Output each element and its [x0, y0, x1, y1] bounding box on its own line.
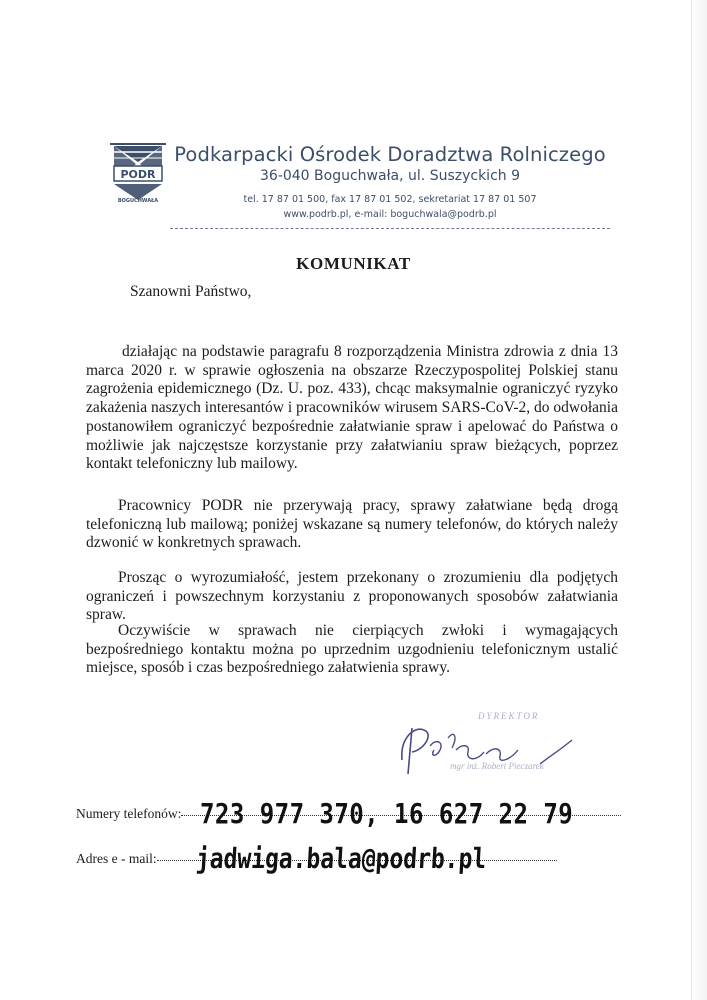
- organization-web-email: www.podrb.pl, e-mail: boguchwala@podrb.pl: [283, 209, 497, 220]
- paragraph-1: działając na podstawie paragrafu 8 rozporządzenia Ministra zdrowia z dnia 13 marca 2020 r. w sprawie ogłoszenia na obszarze Rzeczypospolitej Polskiej stanu zagrożenia epidemicznego (Dz. U. poz. 433), chcąc maksymalnie ograniczyć ryzyko zakażenia naszych interesantów i pracowników wirusem SARS-CoV-2, do odwołania postanowiłem ograniczyć bezpośrednie załatwianie spraw i apelować do Państwa o możliwie jak najczęstsze korzystanie przy załatwianiu spraw bieżących, poprzez kontakt telefoniczny lub mailowy.: [86, 343, 618, 473]
- organization-address: 36-040 Boguchwała, ul. Suszyckich 9: [260, 168, 520, 184]
- director-stamp: [390, 708, 600, 788]
- organization-name: Podkarpacki Ośrodek Doradztwa Rolniczego: [174, 143, 606, 166]
- letterhead: [0, 0, 707, 240]
- paragraph-4: Oczywiście w sprawach nie cierpiących zwłoki i wymagających bezpośredniego kontaktu można po uprzednim uzgodnieniu telefonicznym ustalić miejsce, sposób i czas bezpośredniego załatwienia sprawy.: [86, 622, 618, 677]
- greeting: Szanowni Państwo,: [130, 283, 252, 300]
- letterhead-divider: [170, 228, 610, 229]
- handwritten-signature: [390, 708, 600, 788]
- stamp-role: DYREKTOR: [478, 711, 540, 721]
- logo-text: PODR: [120, 168, 156, 181]
- document-title: KOMUNIKAT: [296, 254, 411, 273]
- email-handwritten-value: jadwiga.bala@podrb.pl: [195, 842, 488, 875]
- paragraph-2: Pracownicy PODR nie przerywają pracy, sprawy załatwiane będą drogą telefoniczną lub mailową; poniżej wskazane są numery telefonów, do których należy dzwonić w konkretnych sprawach.: [86, 497, 618, 552]
- paragraph-3: Prosząc o wyrozumiałość, jestem przekonany o zrozumieniu dla podjętych ograniczeń i powszechnym korzystaniu z proponowanych sposobów załatwiania spraw.: [86, 569, 618, 624]
- phone-handwritten-value: 723 977 370, 16 627 22 79: [200, 797, 574, 830]
- stamp-name: mgr inż. Robert Pieczarek: [450, 761, 544, 771]
- organization-phones: tel. 17 87 01 500, fax 17 87 01 502, sekretariat 17 87 01 507: [243, 194, 537, 205]
- logo-subtext: BOGUCHWAŁA: [117, 198, 159, 204]
- email-label: Adres e - mail:: [76, 851, 157, 866]
- podr-logo: [110, 142, 166, 204]
- phone-label: Numery telefonów:: [76, 806, 182, 821]
